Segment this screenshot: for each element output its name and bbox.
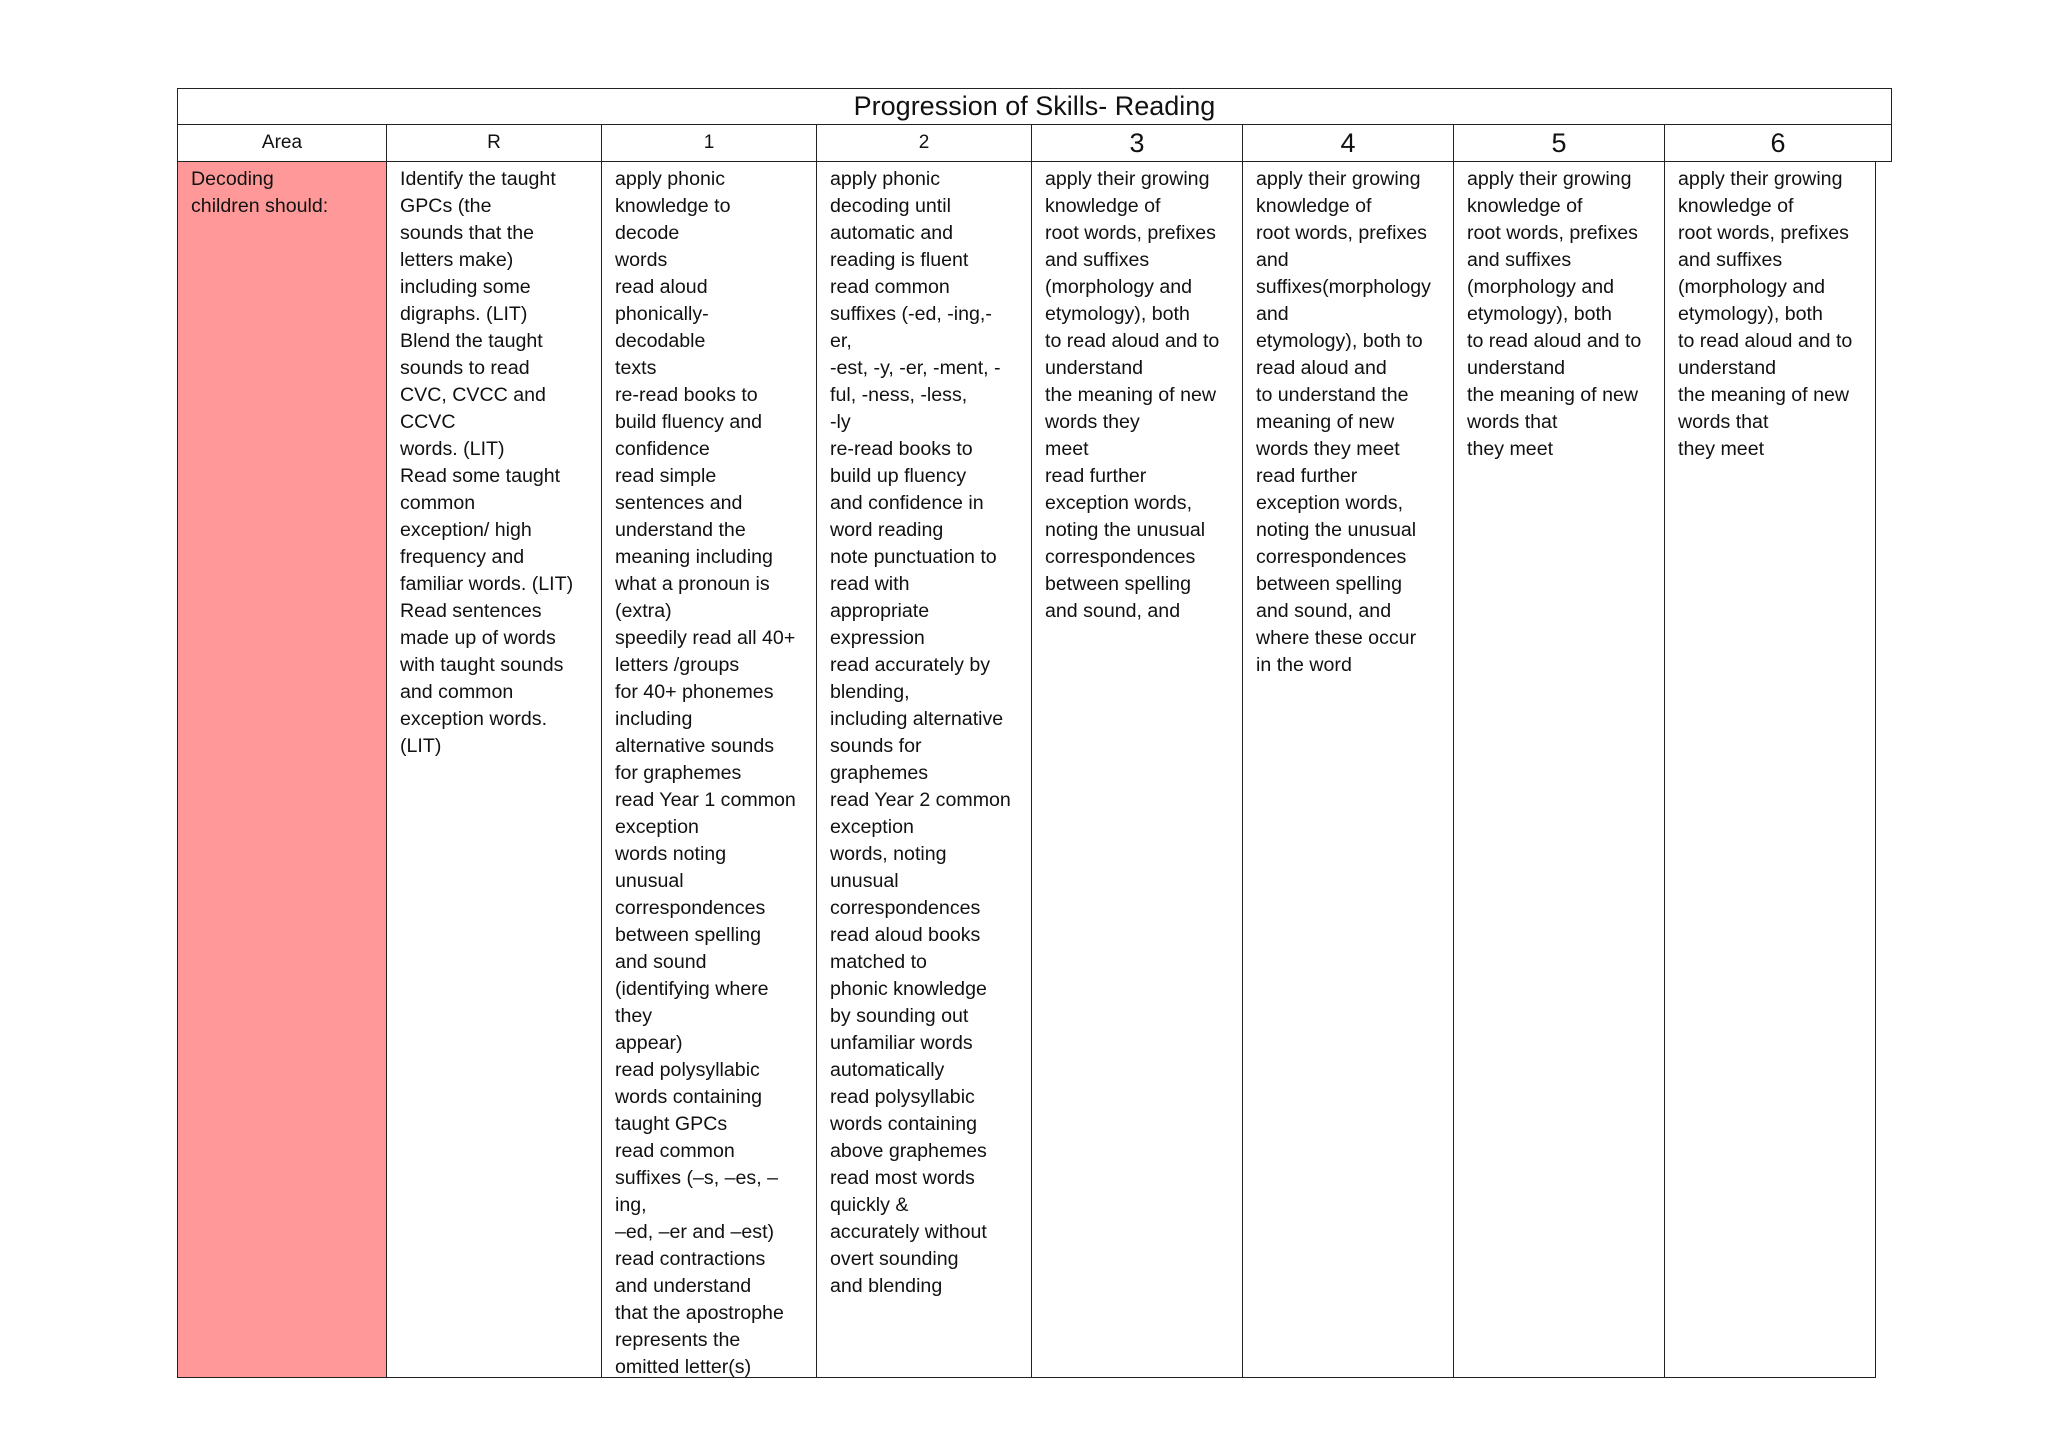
header-year-1: 1: [602, 124, 817, 162]
header-area: Area: [178, 124, 387, 162]
cell-year-2-decoding: apply phonic decoding until automatic and reading is fluent read common suffixes (-ed, -ing,- er, -est, -y, -er, -ment, - ful, -ness, -less, -ly re-read books to build up fluency and confidence in word reading note punctuation to read with appropriate expression read accurately by blending, including alternative sounds for graphemes read Year 2 common exception words, noting unusual correspondences read aloud books matched to phonic knowledge by sounding out unfamiliar words automatically read polysyllabic words containing above graphemes read most words quickly & accurately without overt sounding and blending: [817, 162, 1032, 1378]
table-title: Progression of Skills- Reading: [177, 88, 1892, 124]
cell-year-1-decoding: apply phonic knowledge to decode words read aloud phonically- decodable texts re-read books to build fluency and confidence read simple sentences and understand the meaning including what a pronoun is (extra) speedily read all 40+ letters /groups for 40+ phonemes including alternative sounds for graphemes read Year 1 common exception words noting unusual correspondences between spelling and sound (identifying where they appear) read polysyllabic words containing taught GPCs read common suffixes (–s, –es, – ing, –ed, –er and –est) read contractions and understand that the apostrophe represents the omitted letter(s): [602, 162, 817, 1378]
cell-year-5-decoding: apply their growing knowledge of root words, prefixes and suffixes (morphology and etymology), both to read aloud and to understand the meaning of new words that they meet: [1454, 162, 1665, 1378]
table-grid: [177, 124, 1892, 1378]
header-year-3: 3: [1032, 124, 1243, 162]
header-r: R: [387, 124, 602, 162]
header-year-4: 4: [1243, 124, 1454, 162]
cell-year-3-decoding: apply their growing knowledge of root words, prefixes and suffixes (morphology and etymology), both to read aloud and to understand the meaning of new words they meet read further exception words, noting the unusual correspondences between spelling and sound, and: [1032, 162, 1243, 1378]
skills-table: [177, 88, 1892, 1378]
cell-year-6-decoding: apply their growing knowledge of root words, prefixes and suffixes (morphology and etymology), both to read aloud and to understand the meaning of new words that they meet: [1665, 162, 1876, 1378]
header-year-5: 5: [1454, 124, 1665, 162]
cell-year-4-decoding: apply their growing knowledge of root words, prefixes and suffixes(morphology and etymology), both to read aloud and to understand the meaning of new words they meet read further exception words, noting the unusual correspondences between spelling and sound, and where these occur in the word: [1243, 162, 1454, 1378]
header-year-2: 2: [817, 124, 1032, 162]
cell-r-decoding: Identify the taught GPCs (the sounds that the letters make) including some digraphs. (LIT) Blend the taught sounds to read CVC, CVCC and CCVC words. (LIT) Read some taught common exception/ high frequency and familiar words. (LIT) Read sentences made up of words with taught sounds and common exception words. (LIT): [387, 162, 602, 1378]
area-cell-decoding: Decoding children should:: [178, 162, 387, 1378]
header-year-6: 6: [1665, 124, 1892, 162]
